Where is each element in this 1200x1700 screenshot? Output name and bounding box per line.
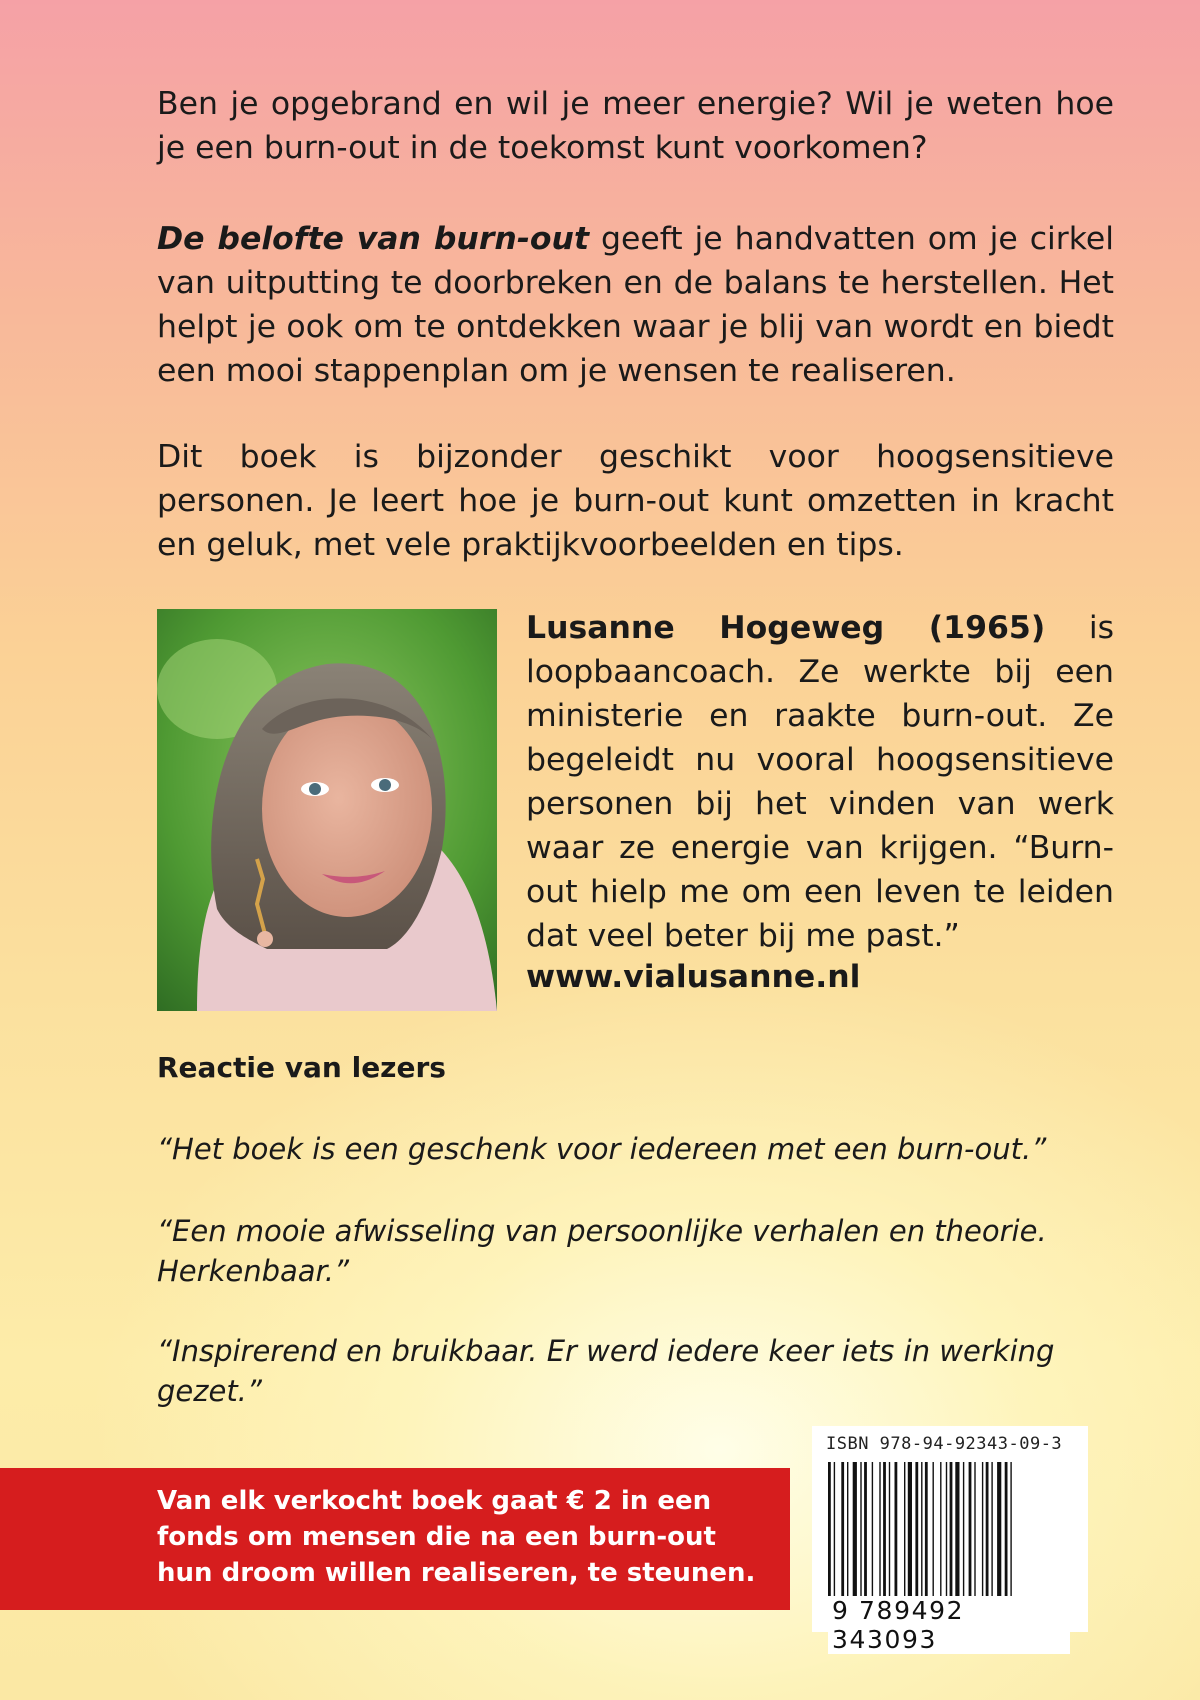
reader-quote: “Inspirerend en bruikbaar. Er werd iedere keer iets in werking gezet.” xyxy=(157,1334,1055,1408)
barcode-bar xyxy=(872,1462,873,1612)
author-photo xyxy=(157,609,497,1011)
author-website-link[interactable]: www.vialusanne.nl xyxy=(526,959,861,995)
barcode-bar xyxy=(986,1462,989,1612)
hsp-paragraph: Dit boek is bijzonder geschikt voor hoogsensitieve personen. Je leert hoe je burn-out kunt omzetten in kracht en geluk, met vele praktijkvoorbeelden en tips. xyxy=(157,439,1114,563)
promise-text: geeft je handvatten om je cirkel van uitputting te doorbreken en de balans te herstellen. Het helpt je ook om te ontdekken waar je blij van wordt en biedt een mooi stappenplan om je wensen te realiseren. xyxy=(157,221,1114,389)
barcode-bar xyxy=(853,1462,857,1612)
barcode-bar xyxy=(1010,1462,1011,1612)
barcode-bar xyxy=(904,1462,905,1612)
barcode-bars xyxy=(828,1462,1072,1612)
barcode-bar xyxy=(889,1462,890,1612)
barcode-bar xyxy=(828,1462,831,1612)
author-name: Lusanne Hogeweg (1965) xyxy=(526,610,1046,646)
barcode-bar xyxy=(940,1462,941,1612)
readers-heading: Reactie van lezers xyxy=(157,1051,446,1084)
barcode-number: 9 789492 343093 xyxy=(828,1596,1070,1654)
book-title: De belofte van burn-out xyxy=(157,221,590,257)
barcode-bar xyxy=(963,1462,964,1612)
barcode-bar xyxy=(946,1462,947,1612)
barcode-bar xyxy=(955,1462,959,1612)
barcode-bar xyxy=(974,1462,975,1612)
barcode-bar xyxy=(860,1462,861,1612)
reader-quote: “Een mooie afwisseling van persoonlijke verhalen en theorie. Herkenbaar.” xyxy=(157,1214,1047,1288)
barcode-bar xyxy=(950,1462,953,1612)
author-bio-text: is loopbaancoach. Ze werkte bij een ministerie en raakte burn-out. Ze begeleidt nu vooral hoogsensitieve personen bij het vinden van werk waar ze energie van krijgen. “Burn-out hielp me om een leven te leiden dat veel beter bij me past.” xyxy=(526,610,1114,954)
barcode-bar xyxy=(864,1462,867,1612)
charity-banner-text: Van elk verkocht boek gaat € 2 in een fonds om mensen die na een burn-out hun droom willen realiseren, te steunen. xyxy=(157,1486,756,1588)
barcode-bar xyxy=(921,1462,922,1612)
barcode-bar xyxy=(915,1462,918,1612)
barcode-bar xyxy=(982,1462,983,1612)
barcode-bar xyxy=(895,1462,898,1612)
reader-quote: “Het boek is een geschenk voor iedereen met een burn-out.” xyxy=(157,1132,1047,1166)
charity-banner xyxy=(0,1468,790,1610)
barcode-bar xyxy=(1005,1462,1008,1612)
barcode xyxy=(812,1426,1088,1654)
isbn-label: ISBN 978-94-92343-09-3 xyxy=(826,1434,1063,1454)
barcode-bar xyxy=(841,1462,844,1612)
barcode-bar xyxy=(925,1462,928,1612)
barcode-bar xyxy=(991,1462,992,1612)
barcode-bar xyxy=(879,1462,880,1612)
barcode-bar xyxy=(933,1462,934,1612)
barcode-bar xyxy=(908,1462,912,1612)
barcode-bar xyxy=(847,1462,848,1612)
barcode-bar xyxy=(997,1462,1001,1612)
barcode-bar xyxy=(834,1462,835,1612)
author-bio xyxy=(526,606,1114,958)
intro-paragraph: Ben je opgebrand en wil je meer energie? Wil je weten hoe je een burn-out in de toekomst kunt voorkomen? xyxy=(157,86,1114,166)
barcode-bar xyxy=(969,1462,972,1612)
promise-paragraph xyxy=(157,217,1114,393)
barcode-bar xyxy=(883,1462,886,1612)
